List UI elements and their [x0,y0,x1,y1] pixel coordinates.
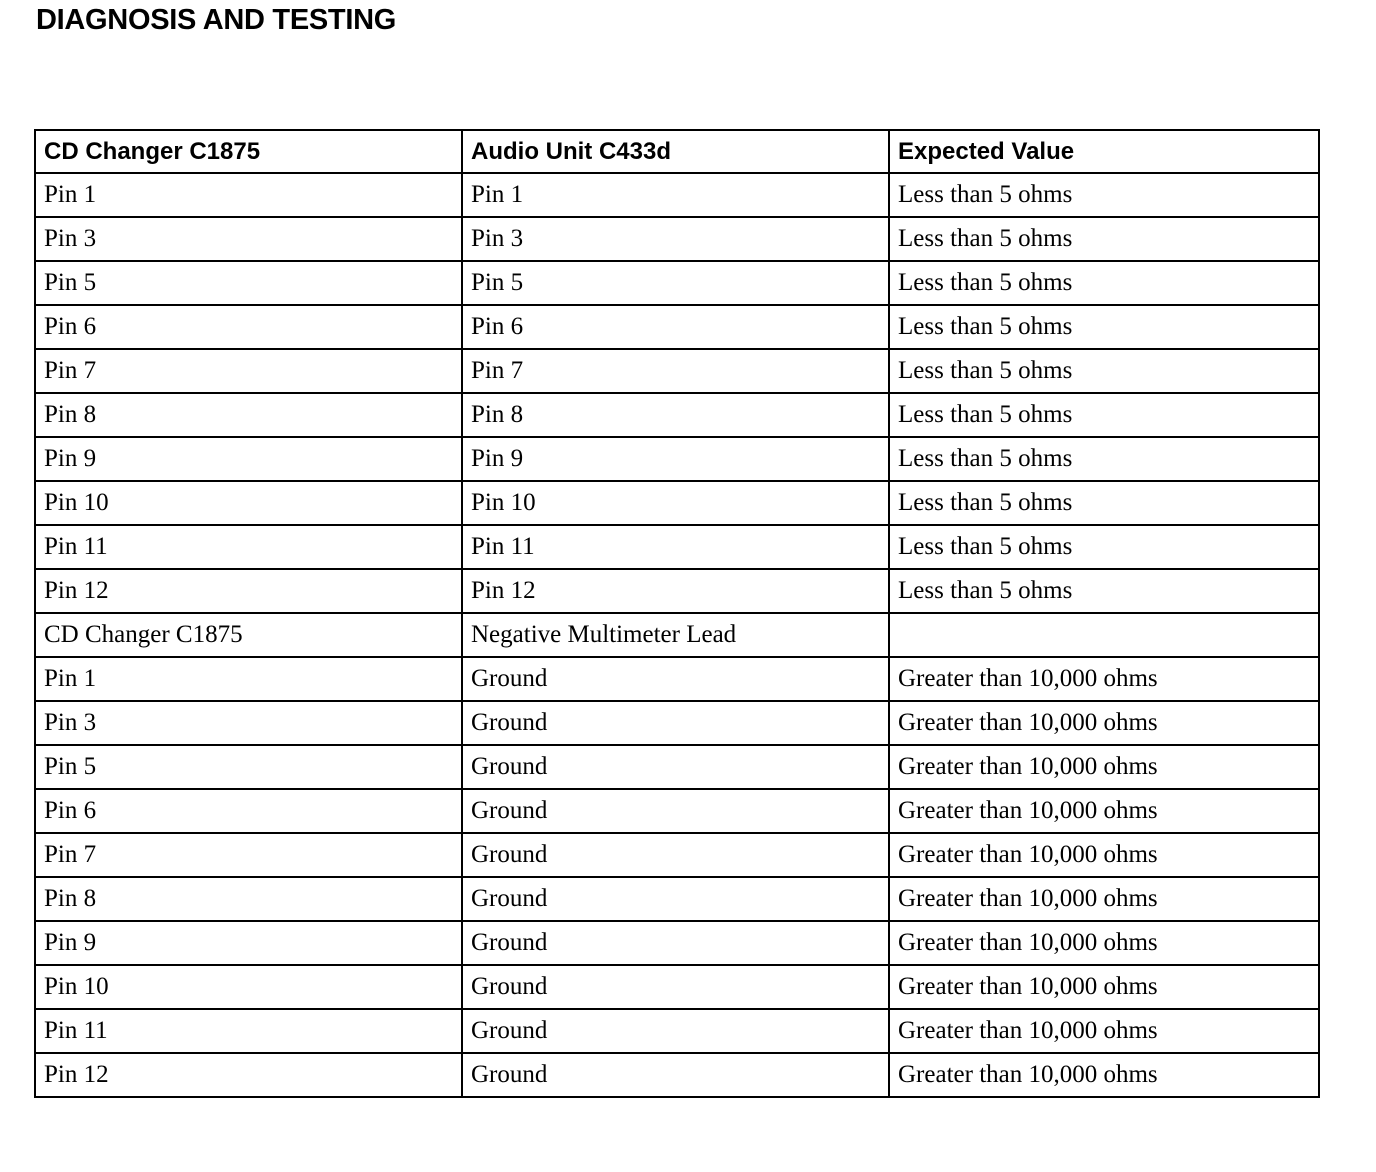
expected-value-cell: Greater than 10,000 ohms [889,657,1319,701]
table-row [35,173,1319,217]
table-row [35,789,1319,833]
column-header-cd-changer: CD Changer C1875 [35,130,462,173]
expected-value-cell: Less than 5 ohms [889,261,1319,305]
table-row [35,657,1319,701]
audio-unit-cell: Ground [462,965,889,1009]
cd-changer-cell: Pin 6 [35,305,462,349]
table-row [35,1053,1319,1097]
audio-unit-cell: Pin 3 [462,217,889,261]
cd-changer-cell: Pin 12 [35,569,462,613]
cd-changer-cell: Pin 1 [35,657,462,701]
expected-value-cell: Greater than 10,000 ohms [889,877,1319,921]
cd-changer-cell: Pin 9 [35,437,462,481]
header-row [35,130,1319,173]
expected-value-cell: Greater than 10,000 ohms [889,789,1319,833]
expected-value-cell: Greater than 10,000 ohms [889,965,1319,1009]
table-header [35,130,1319,173]
audio-unit-cell: Pin 9 [462,437,889,481]
cd-changer-cell: Pin 8 [35,393,462,437]
cd-changer-cell: Pin 6 [35,789,462,833]
cd-changer-cell: Pin 5 [35,261,462,305]
expected-value-cell: Greater than 10,000 ohms [889,701,1319,745]
audio-unit-cell: Ground [462,833,889,877]
table-row [35,349,1319,393]
pin-test-table [34,129,1320,1098]
audio-unit-cell: Ground [462,921,889,965]
cd-changer-cell: CD Changer C1875 [35,613,462,657]
expected-value-cell: Greater than 10,000 ohms [889,921,1319,965]
audio-unit-cell: Ground [462,701,889,745]
expected-value-cell: Less than 5 ohms [889,437,1319,481]
table-row [35,877,1319,921]
expected-value-cell: Less than 5 ohms [889,569,1319,613]
table-row [35,745,1319,789]
audio-unit-cell: Pin 6 [462,305,889,349]
table-row [35,305,1319,349]
expected-value-cell: Less than 5 ohms [889,217,1319,261]
cd-changer-cell: Pin 3 [35,217,462,261]
audio-unit-cell: Pin 1 [462,173,889,217]
expected-value-cell: Greater than 10,000 ohms [889,1053,1319,1097]
audio-unit-cell: Ground [462,789,889,833]
audio-unit-cell: Pin 11 [462,525,889,569]
table-row [35,701,1319,745]
table-row [35,833,1319,877]
cd-changer-cell: Pin 5 [35,745,462,789]
audio-unit-cell: Pin 8 [462,393,889,437]
page-title: DIAGNOSIS AND TESTING [36,4,396,36]
table-row [35,569,1319,613]
expected-value-cell [889,613,1319,657]
cd-changer-cell: Pin 11 [35,525,462,569]
expected-value-cell: Less than 5 ohms [889,393,1319,437]
audio-unit-cell: Pin 12 [462,569,889,613]
expected-value-cell: Less than 5 ohms [889,305,1319,349]
cd-changer-cell: Pin 7 [35,349,462,393]
cd-changer-cell: Pin 10 [35,965,462,1009]
cd-changer-cell: Pin 12 [35,1053,462,1097]
expected-value-cell: Less than 5 ohms [889,173,1319,217]
audio-unit-cell: Negative Multimeter Lead [462,613,889,657]
expected-value-cell: Greater than 10,000 ohms [889,745,1319,789]
column-header-audio-unit: Audio Unit C433d [462,130,889,173]
expected-value-cell: Greater than 10,000 ohms [889,1009,1319,1053]
table-row [35,1009,1319,1053]
cd-changer-cell: Pin 7 [35,833,462,877]
cd-changer-cell: Pin 1 [35,173,462,217]
table-row [35,525,1319,569]
table-body [35,173,1319,1097]
audio-unit-cell: Pin 5 [462,261,889,305]
expected-value-cell: Greater than 10,000 ohms [889,833,1319,877]
cd-changer-cell: Pin 8 [35,877,462,921]
cd-changer-cell: Pin 11 [35,1009,462,1053]
cd-changer-cell: Pin 3 [35,701,462,745]
audio-unit-cell: Ground [462,1053,889,1097]
table-row [35,613,1319,657]
audio-unit-cell: Pin 7 [462,349,889,393]
cd-changer-cell: Pin 10 [35,481,462,525]
cd-changer-cell: Pin 9 [35,921,462,965]
table-row [35,437,1319,481]
column-header-expected-value: Expected Value [889,130,1319,173]
table-row [35,261,1319,305]
audio-unit-cell: Ground [462,1009,889,1053]
expected-value-cell: Less than 5 ohms [889,349,1319,393]
expected-value-cell: Less than 5 ohms [889,525,1319,569]
audio-unit-cell: Ground [462,745,889,789]
expected-value-cell: Less than 5 ohms [889,481,1319,525]
audio-unit-cell: Ground [462,877,889,921]
table-row [35,481,1319,525]
table-row [35,921,1319,965]
table-row [35,393,1319,437]
table-row [35,217,1319,261]
audio-unit-cell: Pin 10 [462,481,889,525]
audio-unit-cell: Ground [462,657,889,701]
table-row [35,965,1319,1009]
